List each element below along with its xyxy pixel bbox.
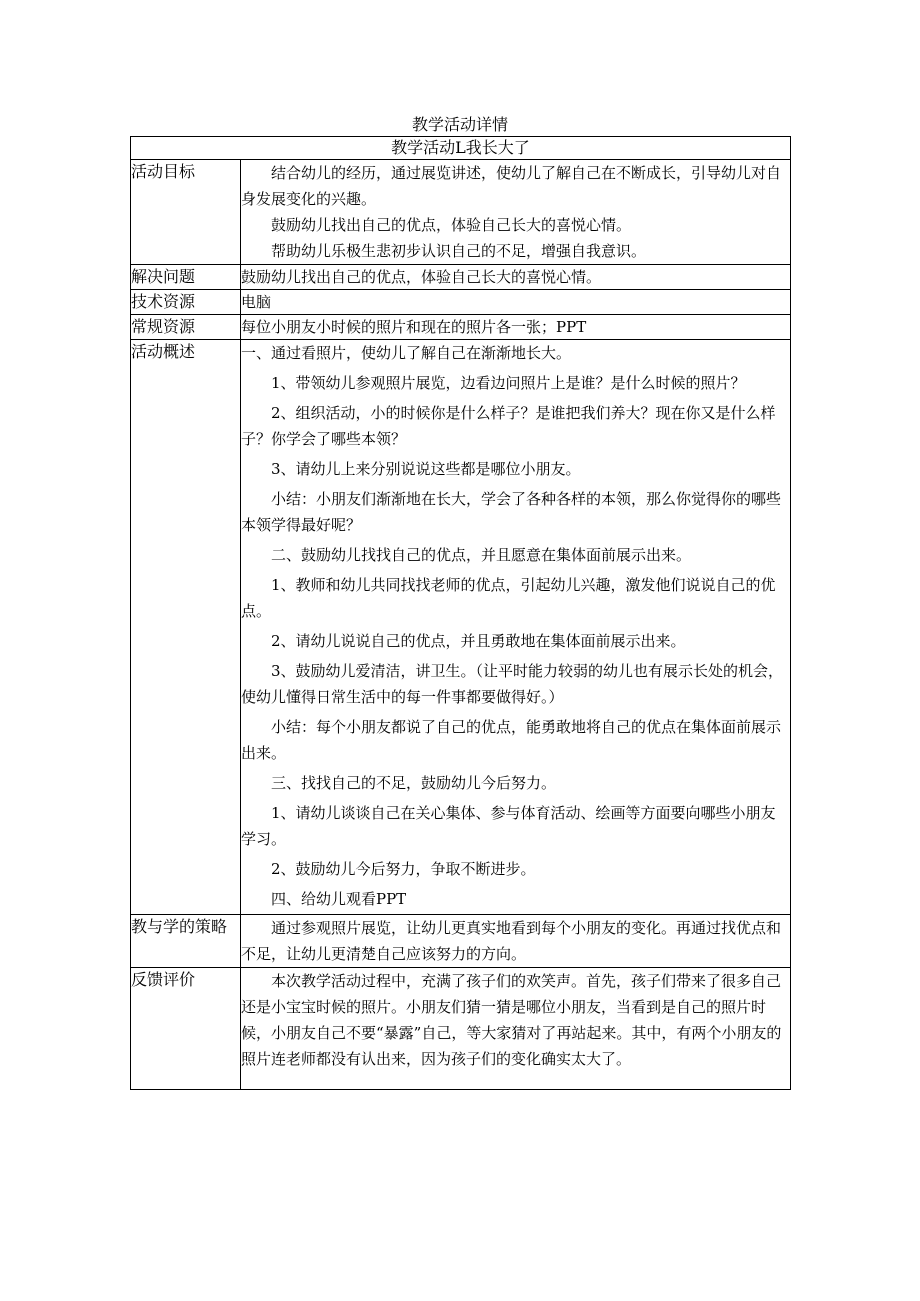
overview-paragraph: 3、鼓励幼儿爱清洁，讲卫生。（让平时能力较弱的幼儿也有展示长处的机会，使幼儿懂得日常生活中的每一件事都要做得好。）: [241, 662, 784, 706]
overview-paragraph: 一、通过看照片，使幼儿了解自己在渐渐地长大。: [241, 344, 572, 362]
tech-content: 电脑: [241, 290, 791, 315]
overview-paragraph: 2、鼓励幼儿今后努力，争取不断进步。: [271, 860, 536, 878]
regular-label: 常规资源: [131, 315, 241, 340]
overview-paragraph: 2、请幼儿说说自己的优点，并且勇敢地在集体面前展示出来。: [271, 632, 686, 650]
lesson-table: [130, 136, 791, 1090]
strategy-content: [241, 915, 791, 968]
goal-label: 活动目标: [131, 160, 241, 265]
strategy-paragraph: 通过参观照片展览，让幼儿更真实地看到每个小朋友的变化。再通过找优点和不足，让幼儿更清楚自己应该努力的方向。: [241, 919, 782, 963]
overview-paragraph: 1、请幼儿谈谈自己在关心集体、参与体育活动、绘画等方面要向哪些小朋友学习。: [241, 804, 776, 848]
row-strategy: [131, 915, 791, 968]
table-header-row: [131, 137, 791, 160]
overview-paragraph: 二、鼓励幼儿找找自己的优点，并且愿意在集体面前展示出来。: [271, 546, 692, 564]
overview-paragraph: 3、请幼儿上来分别说说这些都是哪位小朋友。: [271, 460, 581, 478]
goal-paragraph: 结合幼儿的经历，通过展览讲述，使幼儿了解自己在不断成长，引导幼儿对自身发展变化的兴趣。: [241, 164, 782, 208]
overview-paragraph: 1、带领幼儿参观照片展览，边看边问照片上是谁？是什么时候的照片？: [271, 374, 746, 392]
row-feedback: [131, 968, 791, 1090]
goal-paragraph: 鼓励幼儿找出自己的优点，体验自己长大的喜悦心情。: [271, 216, 632, 234]
feedback-label: 反馈评价: [131, 968, 241, 1090]
regular-content: 每位小朋友小时候的照片和现在的照片各一张；PPT: [241, 315, 791, 340]
overview-content: [241, 340, 791, 915]
goal-paragraph: 帮助幼儿乐极生悲初步认识自己的不足，增强自我意识。: [271, 242, 647, 260]
strategy-label: 教与学的策略: [131, 915, 241, 968]
row-overview: [131, 340, 791, 915]
overview-paragraph: 1、教师和幼儿共同找找老师的优点，引起幼儿兴趣，激发他们说说自己的优点。: [241, 576, 776, 620]
feedback-paragraph: 本次教学活动过程中，充满了孩子们的欢笑声。首先，孩子们带来了很多自己还是小宝宝时候的照片。小朋友们猜一猜是哪位小朋友，当看到是自己的照片时候，小朋友自己不要“暴露”自己，等大家猜对了再站起来。其中，有两个小朋友的照片连老师都没有认出来，因为孩子们的变化确实太大了。: [241, 972, 782, 1068]
goal-content: [241, 160, 791, 265]
overview-paragraph: 三、找找自己的不足，鼓励幼儿今后努力。: [271, 774, 557, 792]
overview-paragraph: 2、组织活动，小的时候你是什么样子？是谁把我们养大？现在你又是什么样子？你学会了哪些本领？: [241, 404, 776, 448]
page-title: 教学活动详情: [411, 115, 508, 134]
feedback-content: [241, 968, 791, 1090]
lesson-title: 教学活动L我长大了: [131, 137, 791, 160]
tech-label: 技术资源: [131, 290, 241, 315]
problem-label: 解决问题: [131, 265, 241, 290]
row-tech: [131, 290, 791, 315]
problem-content: 鼓励幼儿找出自己的优点，体验自己长大的喜悦心情。: [241, 265, 791, 290]
overview-paragraph: 四、给幼儿观看PPT: [271, 890, 407, 908]
row-problem: [131, 265, 791, 290]
overview-clip: [241, 340, 790, 914]
overview-paragraph: 小结：每个小朋友都说了自己的优点，能勇敢地将自己的优点在集体面前展示出来。: [241, 718, 782, 762]
overview-label: 活动概述: [131, 340, 241, 915]
overview-paragraph: 小结：小朋友们渐渐地在长大，学会了各种各样的本领，那么你觉得你的哪些本领学得最好呢？: [241, 490, 782, 534]
row-regular: [131, 315, 791, 340]
row-goal: [131, 160, 791, 265]
